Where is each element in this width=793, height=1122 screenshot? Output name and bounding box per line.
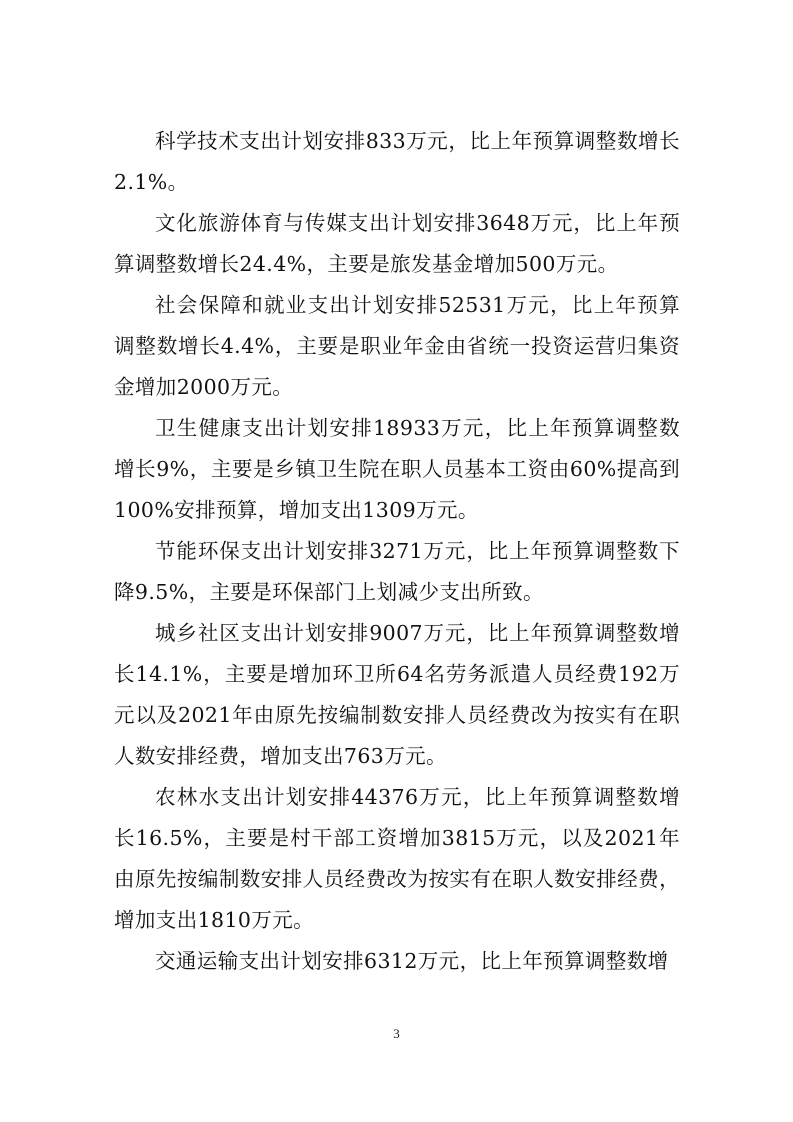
paragraph-health: 卫生健康支出计划安排18933万元，比上年预算调整数增长9%，主要是乡镇卫生院在职人员基本工资由60%提高到100%安排预算，增加支出1309万元。 <box>114 416 680 522</box>
body-text <box>114 121 680 982</box>
paragraph-culture-tourism: 文化旅游体育与传媒支出计划安排3648万元，比上年预算调整数增长24.4%，主要是旅发基金增加500万元。 <box>114 211 680 276</box>
paragraph-transport: 交通运输支出计划安排6312万元，比上年预算调整数增 <box>155 949 669 973</box>
paragraph-social-security: 社会保障和就业支出计划安排52531万元，比上年预算调整数增长4.4%，主要是职业年金由省统一投资运营归集资金增加2000万元。 <box>114 293 680 399</box>
paragraph-urban-rural: 城乡社区支出计划安排9007万元，比上年预算调整数增长14.1%，主要是增加环卫所64名劳务派遣人员经费192万元以及2021年由原先按编制数安排人员经费改为按实有在职人数安排经费，增加支出763万元。 <box>114 621 680 768</box>
paragraph-science-tech: 科学技术支出计划安排833万元，比上年预算调整数增长2.1%。 <box>114 129 680 194</box>
paragraph-agriculture: 农林水支出计划安排44376万元，比上年预算调整数增长16.5%，主要是村干部工资增加3815万元，以及2021年由原先按编制数安排人员经费改为按实有在职人数安排经费，增加支出1810万元。 <box>114 785 680 932</box>
paragraph-environment: 节能环保支出计划安排3271万元，比上年预算调整数下降9.5%，主要是环保部门上划减少支出所致。 <box>114 539 680 604</box>
page-number: 3 <box>393 1026 400 1041</box>
